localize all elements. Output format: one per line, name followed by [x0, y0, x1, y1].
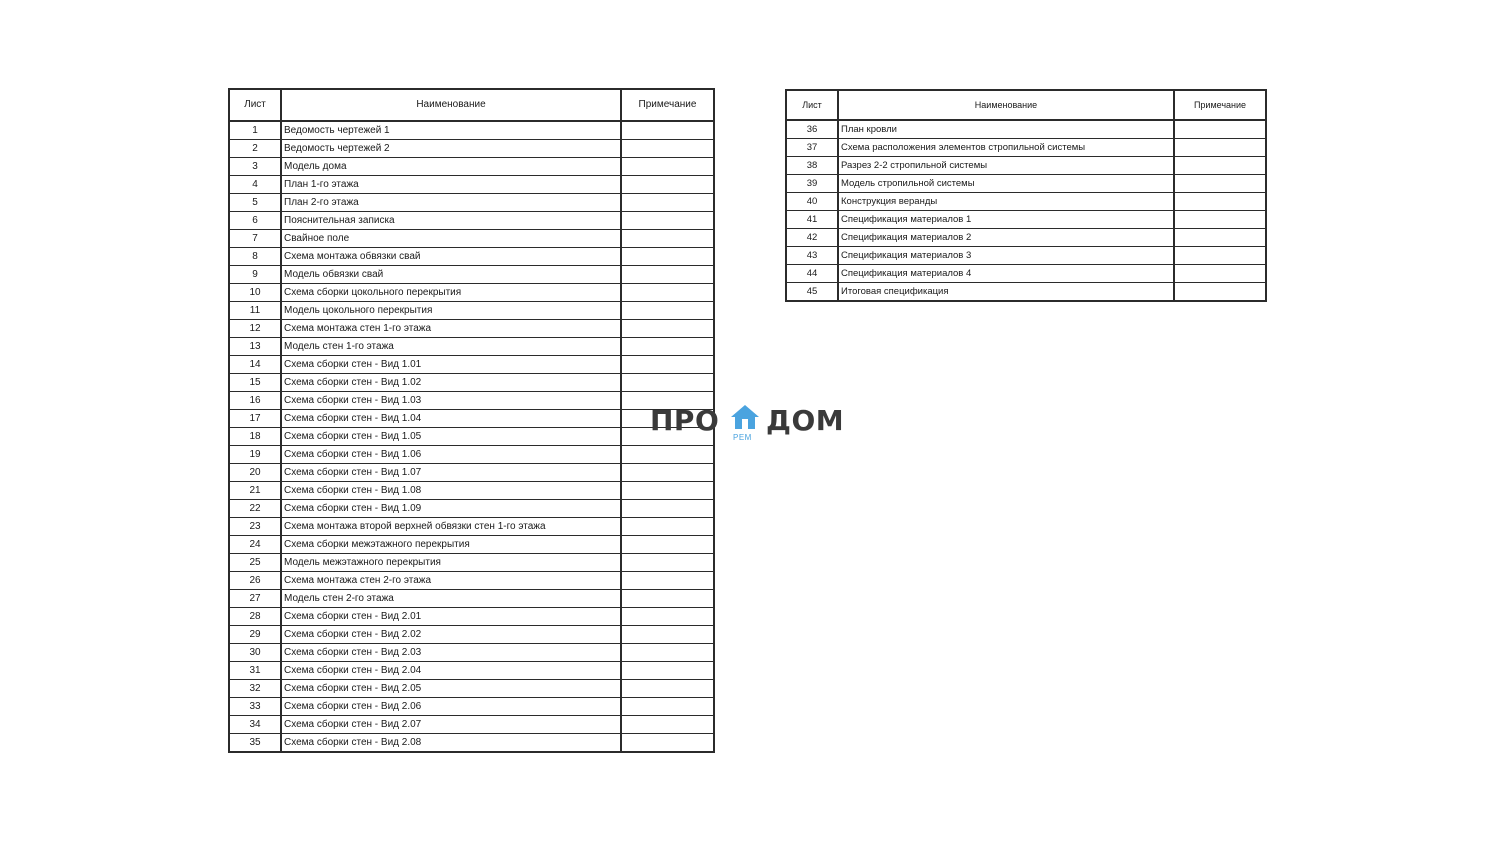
sheet-name-cell: Схема сборки стен - Вид 1.06: [281, 446, 621, 464]
sheet-name-cell: Модель стен 2-го этажа: [281, 590, 621, 608]
sheet-number-cell: 8: [229, 248, 281, 266]
sheet-note-cell: [1174, 247, 1266, 265]
header-sheet: Лист: [786, 90, 838, 120]
table-row: [229, 121, 714, 140]
logo-word-right: ДОМ: [766, 404, 845, 437]
sheet-number-cell: 5: [229, 194, 281, 212]
sheet-number-cell: 7: [229, 230, 281, 248]
sheet-name-cell: Схема сборки стен - Вид 1.01: [281, 356, 621, 374]
sheet-number-cell: 18: [229, 428, 281, 446]
sheet-note-cell: [1174, 211, 1266, 229]
sheet-number-cell: 40: [786, 193, 838, 211]
table-row: [229, 680, 714, 698]
table-row: [229, 716, 714, 734]
sheet-name-cell: Схема монтажа стен 2-го этажа: [281, 572, 621, 590]
table-row: [786, 193, 1266, 211]
sheet-name-cell: Схема монтажа обвязки свай: [281, 248, 621, 266]
sheet-note-cell: [621, 608, 714, 626]
sheet-number-cell: 26: [229, 572, 281, 590]
sheet-name-cell: Итоговая спецификация: [838, 283, 1174, 302]
table-row: [786, 120, 1266, 139]
sheet-name-cell: Схема сборки стен - Вид 1.07: [281, 464, 621, 482]
sheet-name-cell: Схема сборки цокольного перекрытия: [281, 284, 621, 302]
sheet-number-cell: 32: [229, 680, 281, 698]
sheet-note-cell: [621, 644, 714, 662]
sheet-number-cell: 38: [786, 157, 838, 175]
sheet-note-cell: [621, 446, 714, 464]
sheet-name-cell: План кровли: [838, 120, 1174, 139]
sheet-name-cell: Модель межэтажного перекрытия: [281, 554, 621, 572]
sheet-name-cell: Схема сборки стен - Вид 2.05: [281, 680, 621, 698]
sheet-number-cell: 37: [786, 139, 838, 157]
table-row: [229, 212, 714, 230]
sheet-number-cell: 33: [229, 698, 281, 716]
sheet-name-cell: Схема расположения элементов стропильной системы: [838, 139, 1174, 157]
table-row: [229, 662, 714, 680]
sheet-number-cell: 13: [229, 338, 281, 356]
header-name: Наименование: [838, 90, 1174, 120]
sheet-name-cell: Спецификация материалов 4: [838, 265, 1174, 283]
table-row: [229, 590, 714, 608]
sheet-number-cell: 15: [229, 374, 281, 392]
sheet-name-cell: Модель цокольного перекрытия: [281, 302, 621, 320]
table-row: [229, 140, 714, 158]
table-row: [229, 266, 714, 284]
sheet-name-cell: Схема сборки стен - Вид 1.02: [281, 374, 621, 392]
sheet-name-cell: План 1-го этажа: [281, 176, 621, 194]
sheet-name-cell: Модель стропильной системы: [838, 175, 1174, 193]
table-row: [229, 176, 714, 194]
table-row: [229, 194, 714, 212]
table-row: [786, 247, 1266, 265]
table-row: [786, 283, 1266, 302]
sheet-name-cell: Модель обвязки свай: [281, 266, 621, 284]
sheet-note-cell: [621, 662, 714, 680]
sheet-note-cell: [621, 158, 714, 176]
table-row: [229, 572, 714, 590]
table-row: [786, 139, 1266, 157]
sheet-name-cell: Схема сборки межэтажного перекрытия: [281, 536, 621, 554]
sheet-note-cell: [621, 590, 714, 608]
sheet-name-cell: Схема монтажа стен 1-го этажа: [281, 320, 621, 338]
sheet-note-cell: [621, 716, 714, 734]
sheet-note-cell: [1174, 229, 1266, 247]
sheet-note-cell: [1174, 175, 1266, 193]
sheet-name-cell: Схема сборки стен - Вид 1.05: [281, 428, 621, 446]
sheet-number-cell: 44: [786, 265, 838, 283]
sheet-note-cell: [621, 518, 714, 536]
table-row: [786, 175, 1266, 193]
sheet-number-cell: 21: [229, 482, 281, 500]
table-row: [229, 284, 714, 302]
sheet-name-cell: Разрез 2-2 стропильной системы: [838, 157, 1174, 175]
table-row: [229, 248, 714, 266]
sheet-note-cell: [621, 140, 714, 158]
header-sheet: Лист: [229, 89, 281, 121]
sheet-number-cell: 17: [229, 410, 281, 428]
sheet-number-cell: 30: [229, 644, 281, 662]
header-name: Наименование: [281, 89, 621, 121]
header-note: Примечание: [621, 89, 714, 121]
sheet-number-cell: 43: [786, 247, 838, 265]
sheet-name-cell: Схема сборки стен - Вид 2.07: [281, 716, 621, 734]
table-row: [229, 338, 714, 356]
sheet-note-cell: [621, 302, 714, 320]
sheet-note-cell: [621, 194, 714, 212]
sheet-note-cell: [621, 338, 714, 356]
logo-subtitle: РЕМ: [733, 433, 752, 442]
sheet-note-cell: [1174, 139, 1266, 157]
sheet-number-cell: 4: [229, 176, 281, 194]
sheet-note-cell: [1174, 193, 1266, 211]
sheet-note-cell: [621, 500, 714, 518]
table-row: [229, 644, 714, 662]
sheet-note-cell: [1174, 157, 1266, 175]
table-row: [229, 446, 714, 464]
sheet-number-cell: 3: [229, 158, 281, 176]
sheet-name-cell: Свайное поле: [281, 230, 621, 248]
sheet-number-cell: 27: [229, 590, 281, 608]
sheet-note-cell: [621, 248, 714, 266]
table-row: [229, 320, 714, 338]
sheet-number-cell: 34: [229, 716, 281, 734]
sheet-name-cell: Схема монтажа второй верхней обвязки стен 1-го этажа: [281, 518, 621, 536]
table-row: [786, 211, 1266, 229]
header-note: Примечание: [1174, 90, 1266, 120]
sheet-number-cell: 1: [229, 121, 281, 140]
table-row: [229, 554, 714, 572]
sheet-note-cell: [621, 374, 714, 392]
table-row: [229, 230, 714, 248]
prodom-logo: [650, 404, 850, 444]
sheet-number-cell: 28: [229, 608, 281, 626]
sheet-number-cell: 2: [229, 140, 281, 158]
sheet-number-cell: 25: [229, 554, 281, 572]
sheet-number-cell: 10: [229, 284, 281, 302]
sheet-number-cell: 9: [229, 266, 281, 284]
logo-word-left: ПРО: [650, 404, 720, 437]
sheet-name-cell: Спецификация материалов 1: [838, 211, 1174, 229]
sheet-note-cell: [621, 176, 714, 194]
sheet-number-cell: 16: [229, 392, 281, 410]
table-row: [229, 626, 714, 644]
sheet-note-cell: [621, 626, 714, 644]
table-row: [229, 734, 714, 753]
sheet-name-cell: Конструкция веранды: [838, 193, 1174, 211]
sheet-name-cell: Схема сборки стен - Вид 1.03: [281, 392, 621, 410]
sheet-name-cell: Схема сборки стен - Вид 1.09: [281, 500, 621, 518]
sheet-number-cell: 22: [229, 500, 281, 518]
table-row: [786, 265, 1266, 283]
sheet-note-cell: [621, 212, 714, 230]
sheet-number-cell: 36: [786, 120, 838, 139]
sheet-name-cell: Схема сборки стен - Вид 1.08: [281, 482, 621, 500]
sheet-note-cell: [621, 734, 714, 753]
table-row: [786, 157, 1266, 175]
sheet-number-cell: 23: [229, 518, 281, 536]
sheet-name-cell: Модель дома: [281, 158, 621, 176]
sheet-number-cell: 20: [229, 464, 281, 482]
sheet-note-cell: [621, 482, 714, 500]
sheet-note-cell: [621, 230, 714, 248]
drawings-list-table-right: [785, 89, 1267, 302]
sheet-name-cell: Схема сборки стен - Вид 2.08: [281, 734, 621, 753]
sheet-number-cell: 12: [229, 320, 281, 338]
table-header-row: [229, 89, 714, 121]
sheet-number-cell: 19: [229, 446, 281, 464]
sheet-note-cell: [621, 464, 714, 482]
sheet-name-cell: Схема сборки стен - Вид 2.04: [281, 662, 621, 680]
sheet-note-cell: [621, 284, 714, 302]
sheet-name-cell: Схема сборки стен - Вид 2.02: [281, 626, 621, 644]
sheet-note-cell: [1174, 120, 1266, 139]
sheet-name-cell: Модель стен 1-го этажа: [281, 338, 621, 356]
sheet-number-cell: 42: [786, 229, 838, 247]
house-icon: [730, 404, 760, 430]
sheet-name-cell: Ведомость чертежей 1: [281, 121, 621, 140]
sheet-note-cell: [621, 536, 714, 554]
sheet-note-cell: [621, 121, 714, 140]
table-row: [229, 482, 714, 500]
sheet-number-cell: 24: [229, 536, 281, 554]
drawings-list-table-left: [228, 88, 715, 753]
sheet-number-cell: 35: [229, 734, 281, 753]
sheet-name-cell: Схема сборки стен - Вид 2.06: [281, 698, 621, 716]
sheet-number-cell: 45: [786, 283, 838, 302]
sheet-name-cell: План 2-го этажа: [281, 194, 621, 212]
table-row: [229, 356, 714, 374]
table-row: [229, 518, 714, 536]
table-row: [229, 500, 714, 518]
table-row: [229, 158, 714, 176]
sheet-note-cell: [621, 680, 714, 698]
sheet-note-cell: [621, 320, 714, 338]
sheet-name-cell: Схема сборки стен - Вид 2.01: [281, 608, 621, 626]
sheet-name-cell: Схема сборки стен - Вид 1.04: [281, 410, 621, 428]
sheet-name-cell: Ведомость чертежей 2: [281, 140, 621, 158]
sheet-number-cell: 31: [229, 662, 281, 680]
table-row: [229, 608, 714, 626]
sheet-name-cell: Схема сборки стен - Вид 2.03: [281, 644, 621, 662]
sheet-number-cell: 6: [229, 212, 281, 230]
sheet-note-cell: [621, 698, 714, 716]
sheet-name-cell: Пояснительная записка: [281, 212, 621, 230]
table-row: [229, 464, 714, 482]
table-row: [786, 229, 1266, 247]
sheet-name-cell: Спецификация материалов 2: [838, 229, 1174, 247]
sheet-note-cell: [1174, 283, 1266, 302]
sheet-name-cell: Спецификация материалов 3: [838, 247, 1174, 265]
table-row: [229, 392, 714, 410]
sheet-number-cell: 39: [786, 175, 838, 193]
table-row: [229, 698, 714, 716]
sheet-number-cell: 11: [229, 302, 281, 320]
table-row: [229, 536, 714, 554]
sheet-note-cell: [1174, 265, 1266, 283]
sheet-number-cell: 29: [229, 626, 281, 644]
table-row: [229, 428, 714, 446]
sheet-note-cell: [621, 572, 714, 590]
sheet-note-cell: [621, 356, 714, 374]
sheet-number-cell: 41: [786, 211, 838, 229]
table-row: [229, 374, 714, 392]
sheet-note-cell: [621, 266, 714, 284]
sheet-number-cell: 14: [229, 356, 281, 374]
table-row: [229, 410, 714, 428]
table-row: [229, 302, 714, 320]
sheet-note-cell: [621, 554, 714, 572]
table-header-row: [786, 90, 1266, 120]
